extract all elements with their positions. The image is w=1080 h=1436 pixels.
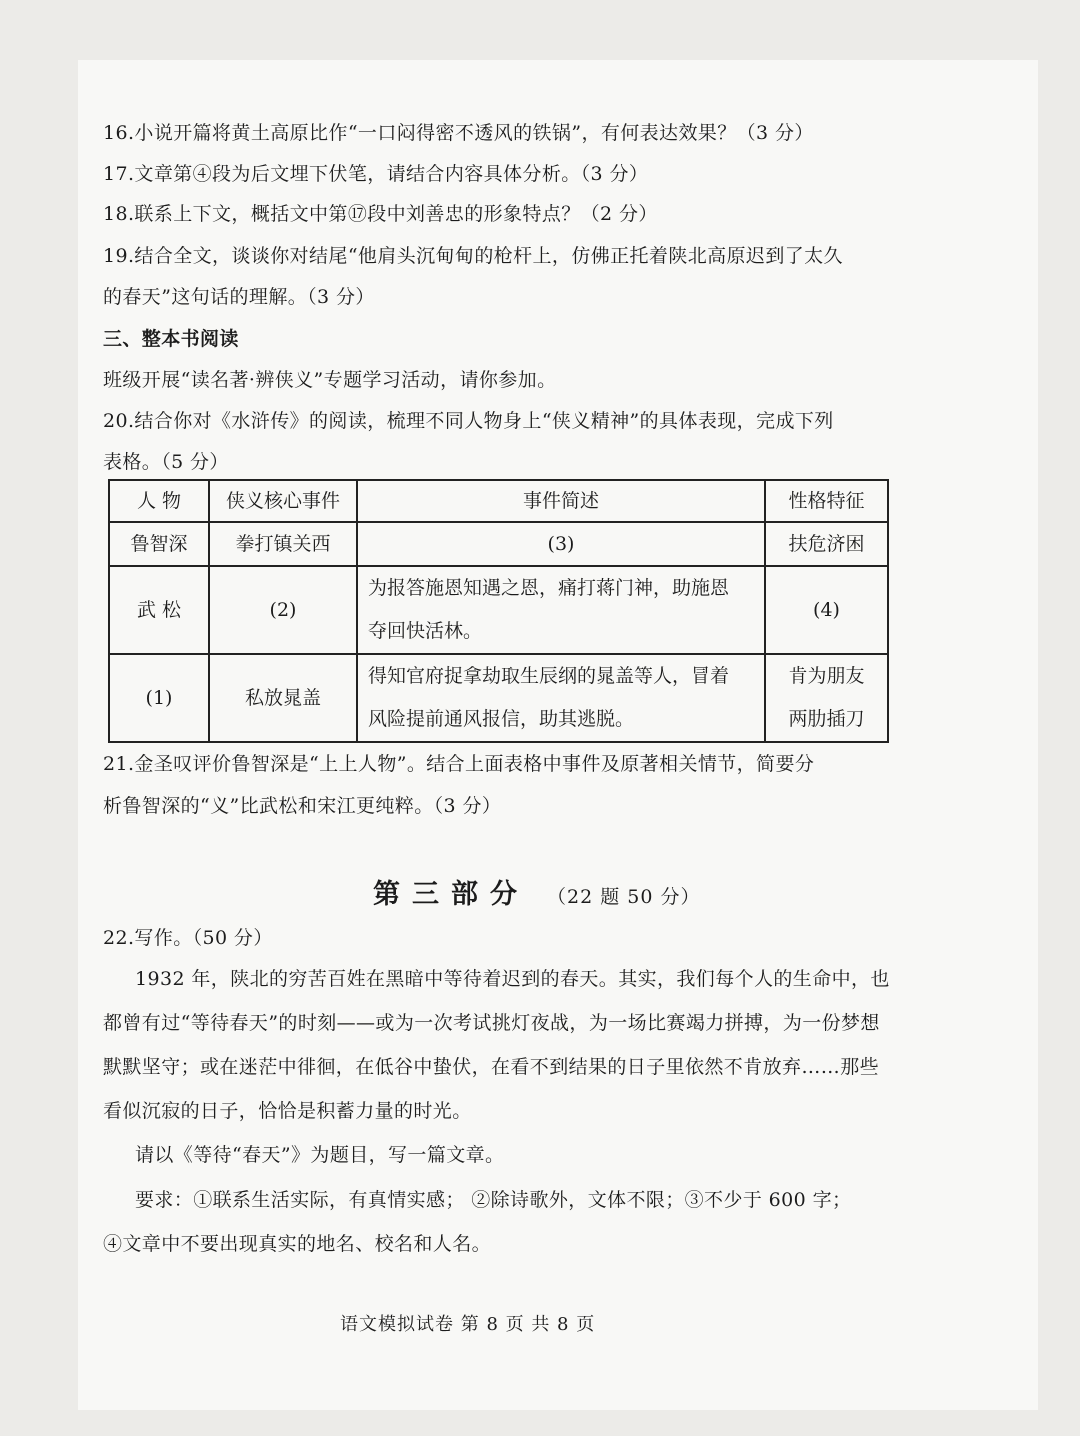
question-17: 17.文章第④段为后文埋下伏笔，请结合内容具体分析。（3 分） (103, 163, 649, 185)
cell-event: (2) (209, 566, 357, 654)
writing-prompt-line-1: 1932 年，陕北的穷苦百姓在黑暗中等待着迟到的春天。其实，我们每个人的生命中，也 (135, 968, 890, 990)
writing-requirements-line-1: 要求：①联系生活实际，有真情实感； ②除诗歌外，文体不限；③不少于 600 字； (135, 1189, 852, 1211)
cell-description-line-2: 风险提前通风报信，助其逃脱。 (368, 708, 635, 730)
chivalry-table (108, 479, 889, 743)
table-row (109, 654, 888, 742)
cell-event: 拳打镇关西 (209, 522, 357, 566)
cell-description (357, 566, 765, 654)
cell-event: 私放晁盖 (209, 654, 357, 742)
activity-intro: 班级开展“读名著·辨侠义”专题学习活动，请你参加。 (103, 369, 557, 391)
question-19-line-2: 的春天”这句话的理解。（3 分） (103, 286, 375, 308)
cell-person: 鲁智深 (109, 522, 209, 566)
cell-description-line-2: 夺回快活林。 (368, 620, 483, 642)
question-18: 18.联系上下文，概括文中第⑰段中刘善忠的形象特点？（2 分） (103, 203, 658, 225)
header-person: 人 物 (109, 480, 209, 522)
question-21-line-1: 21.金圣叹评价鲁智深是“上上人物”。结合上面表格中事件及原著相关情节，简要分 (103, 753, 815, 775)
header-event-summary: 事件简述 (357, 480, 765, 522)
writing-prompt-line-4: 看似沉寂的日子，恰恰是积蓄力量的时光。 (103, 1100, 472, 1122)
cell-description (357, 522, 765, 566)
cell-description-line-1: (3) (547, 533, 575, 555)
writing-requirements-line-2: ④文章中不要出现真实的地名、校名和人名。 (103, 1233, 492, 1255)
writing-prompt-line-3: 默默坚守；或在迷茫中徘徊，在低谷中蛰伏，在看不到结果的日子里依然不肯放弃……那些 (103, 1056, 880, 1078)
section-heading-whole-book-reading: 三、整本书阅读 (103, 328, 239, 350)
cell-person: 武 松 (109, 566, 209, 654)
question-19-line-1: 19.结合全文，谈谈你对结尾“他肩头沉甸甸的枪杆上，仿佛正托着陕北高原迟到了太久 (103, 245, 843, 267)
cell-trait-line-2: 两肋插刀 (788, 708, 865, 730)
cell-person: (1) (109, 654, 209, 742)
cell-description (357, 654, 765, 742)
part-three-score: （22 题 50 分） (547, 886, 701, 908)
header-character-trait: 性格特征 (765, 480, 888, 522)
table-header-row (109, 480, 888, 522)
question-20-line-2: 表格。（5 分） (103, 451, 229, 473)
part-three-heading: 第三部分 (373, 879, 529, 910)
cell-trait: (4) (765, 566, 888, 654)
writing-prompt-line-2: 都曾有过“等待春天”的时刻——或为一次考试挑灯夜战，为一场比赛竭力拼搏，为一份梦想 (103, 1012, 880, 1034)
part-three-title (373, 872, 700, 911)
table-row (109, 566, 888, 654)
writing-title-instruction: 请以《等待“春天”》为题目，写一篇文章。 (135, 1144, 505, 1166)
cell-description-line-1: 得知官府捉拿劫取生辰纲的晁盖等人，冒着 (368, 665, 730, 687)
cell-trait-line-1: 肯为朋友 (788, 665, 865, 687)
cell-description-line-1: 为报答施恩知遇之恩，痛打蒋门神，助施恩 (368, 577, 730, 599)
question-20-line-1: 20.结合你对《水浒传》的阅读，梳理不同人物身上“侠义精神”的具体表现，完成下列 (103, 410, 834, 432)
question-16: 16.小说开篇将黄土高原比作“一口闷得密不透风的铁锅”，有何表达效果？（3 分） (103, 122, 814, 144)
page-footer: 语文模拟试卷 第 8 页 共 8 页 (340, 1314, 596, 1335)
header-core-event: 侠义核心事件 (209, 480, 357, 522)
table-row (109, 522, 888, 566)
question-21-line-2: 析鲁智深的“义”比武松和宋江更纯粹。（3 分） (103, 795, 502, 817)
cell-trait (765, 654, 888, 742)
question-22-heading: 22.写作。（50 分） (103, 927, 273, 949)
cell-trait: 扶危济困 (765, 522, 888, 566)
